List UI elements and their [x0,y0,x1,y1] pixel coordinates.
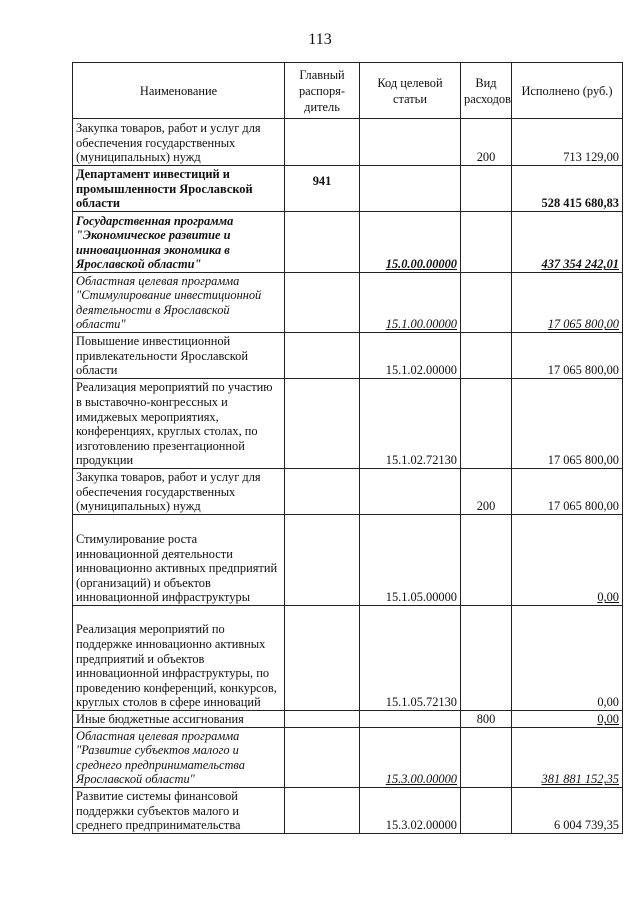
header-name: Наименование [73,63,285,119]
row-name: Реализация мероприятий по поддержке инновационно активных предприятий и объектов инновационной инфраструктуры, по проведению конференций, конкурсов, круглых столов в сфере инноваций [73,606,285,711]
row-name: Областная целевая программа "Развитие субъектов малого и среднего предпринимательства Ярославской области" [73,728,285,788]
row-name: Закупка товаров, работ и услуг для обеспечения государственных (муниципальных) нужд [73,119,285,166]
row-type [461,788,512,834]
row-type: 800 [461,711,512,728]
row-amount: 6 004 739,35 [512,788,623,834]
row-amount: 17 065 800,00 [512,273,623,333]
row-code: 15.1.05.72130 [360,606,461,711]
row-name: Закупка товаров, работ и услуг для обеспечения государственных (муниципальных) нужд [73,469,285,515]
row-main-admin [285,788,360,834]
row-code: 15.1.00.00000 [360,273,461,333]
row-type [461,379,512,469]
table-row [73,166,623,212]
table-row [73,333,623,379]
row-name: Департамент инвестиций и промышленности Ярославской области [73,166,285,212]
row-main-admin [285,515,360,606]
row-type: 200 [461,119,512,166]
row-amount: 0,00 [512,711,623,728]
header-executed: Исполнено (руб.) [512,63,623,119]
header-expense-type: Вид расходов [461,63,512,119]
row-code [360,166,461,212]
header-target-code: Код целевой статьи [360,63,461,119]
row-code [360,711,461,728]
page-number: 113 [308,31,332,48]
row-type [461,728,512,788]
row-type [461,515,512,606]
table-row [73,788,623,834]
row-name: Стимулирование роста инновационной деятельности инновационно активных предприятий (организаций) и объектов инновационной инфраструктуры [73,515,285,606]
row-type [461,333,512,379]
table-row [73,119,623,166]
table-row [73,379,623,469]
row-amount: 0,00 [512,515,623,606]
row-code: 15.1.02.72130 [360,379,461,469]
table-row [73,606,623,711]
budget-execution-table [72,62,623,834]
row-type [461,606,512,711]
row-code: 15.1.02.00000 [360,333,461,379]
row-type: 200 [461,469,512,515]
row-main-admin [285,333,360,379]
row-code [360,469,461,515]
row-main-admin [285,711,360,728]
row-code: 15.1.05.00000 [360,515,461,606]
row-amount: 0,00 [512,606,623,711]
row-amount: 17 065 800,00 [512,333,623,379]
row-main-admin [285,606,360,711]
row-amount: 528 415 680,83 [512,166,623,212]
header-main-admin: Главный распоря-дитель [285,63,360,119]
row-amount: 17 065 800,00 [512,469,623,515]
row-name: Государственная программа "Экономическое развитие и инновационная экономика в Ярославской области" [73,212,285,273]
row-main-admin [285,119,360,166]
table-row [73,711,623,728]
row-amount: 437 354 242,01 [512,212,623,273]
row-name: Реализация мероприятий по участию в выставочно-конгрессных и имиджевых мероприятиях, конференциях, круглых столах, по изготовлению презентационной продукции [73,379,285,469]
row-code [360,119,461,166]
row-amount: 381 881 152,35 [512,728,623,788]
row-name: Областная целевая программа "Стимулирование инвестиционной деятельности в Ярославской области" [73,273,285,333]
row-code: 15.3.00.00000 [360,728,461,788]
table-row [73,515,623,606]
table-row [73,728,623,788]
row-main-admin [285,212,360,273]
row-amount: 713 129,00 [512,119,623,166]
table-row [73,273,623,333]
row-name: Повышение инвестиционной привлекательности Ярославской области [73,333,285,379]
row-main-admin: 941 [285,166,360,212]
row-main-admin [285,379,360,469]
table-row [73,469,623,515]
row-code: 15.3.02.00000 [360,788,461,834]
row-name: Развитие системы финансовой поддержки субъектов малого и среднего предпринимательства [73,788,285,834]
row-name: Иные бюджетные ассигнования [73,711,285,728]
row-main-admin [285,469,360,515]
row-code: 15.0.00.00000 [360,212,461,273]
row-main-admin [285,273,360,333]
row-type [461,166,512,212]
table-row [73,212,623,273]
table-header-row [73,63,623,119]
row-main-admin [285,728,360,788]
row-amount: 17 065 800,00 [512,379,623,469]
row-type [461,212,512,273]
row-type [461,273,512,333]
